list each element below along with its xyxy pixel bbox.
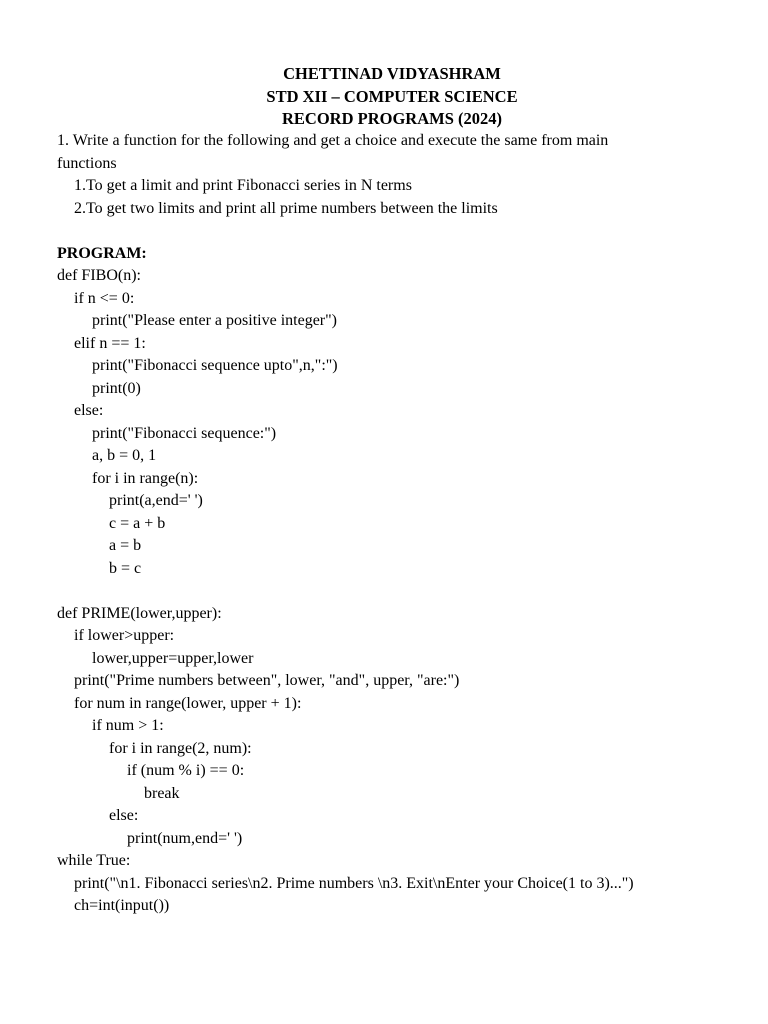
code-line: print(a,end=' ')	[109, 492, 203, 509]
code-line: if lower>upper:	[74, 627, 175, 644]
code-block	[57, 265, 747, 918]
question-item-1: 1.To get a limit and print Fibonacci series in N terms	[74, 177, 412, 194]
code-line: if n <= 0:	[74, 289, 135, 307]
code-line: lower,upper=upper,lower	[92, 649, 254, 667]
question-line-2: functions	[57, 154, 117, 172]
code-line: b = c	[109, 559, 142, 577]
code-line: print(0)	[92, 379, 141, 397]
code-line: a = b	[109, 537, 142, 554]
code-line: def FIBO(n):	[57, 267, 141, 284]
code-line: while True:	[57, 852, 131, 869]
code-line: ch=int(input())	[74, 897, 170, 914]
code-line: for i in range(2, num):	[109, 739, 252, 757]
code-line: break	[144, 784, 180, 802]
code-line: print(num,end=' ')	[127, 829, 243, 847]
code-line: elif n == 1:	[74, 334, 146, 352]
code-line: c = a + b	[109, 514, 166, 532]
record-title: RECORD PROGRAMS (2024)	[282, 109, 502, 128]
question-item-2: 2.To get two limits and print all prime numbers between the limits	[74, 199, 498, 217]
code-line: a, b = 0, 1	[92, 447, 157, 464]
code-line: for num in range(lower, upper + 1):	[74, 694, 302, 712]
document-header	[0, 63, 768, 131]
code-blank-line	[57, 580, 747, 603]
code-line: for i in range(n):	[92, 469, 199, 487]
code-line: print("Fibonacci sequence upto",n,":")	[92, 357, 338, 374]
question-line-1: 1. Write a function for the following and get a choice and execute the same from main	[57, 132, 609, 149]
code-line: print("Please enter a positive integer")	[92, 312, 337, 329]
program-heading: PROGRAM:	[57, 244, 147, 262]
document-body	[57, 130, 747, 918]
code-line: print("Prime numbers between", lower, "and", upper, "are:")	[74, 672, 460, 689]
code-line: print("Fibonacci sequence:")	[92, 424, 277, 442]
code-line: if num > 1:	[92, 717, 164, 734]
code-line: print("\n1. Fibonacci series\n2. Prime numbers \n3. Exit\nEnter your Choice(1 to 3)...")	[74, 874, 634, 892]
code-line: else:	[74, 402, 104, 419]
code-line: else:	[109, 807, 139, 824]
school-name: CHETTINAD VIDYASHRAM	[283, 64, 501, 83]
code-line: if (num % i) == 0:	[127, 762, 245, 779]
spacer	[57, 220, 747, 243]
class-subject: STD XII – COMPUTER SCIENCE	[266, 86, 518, 106]
code-line: def PRIME(lower,upper):	[57, 604, 222, 622]
